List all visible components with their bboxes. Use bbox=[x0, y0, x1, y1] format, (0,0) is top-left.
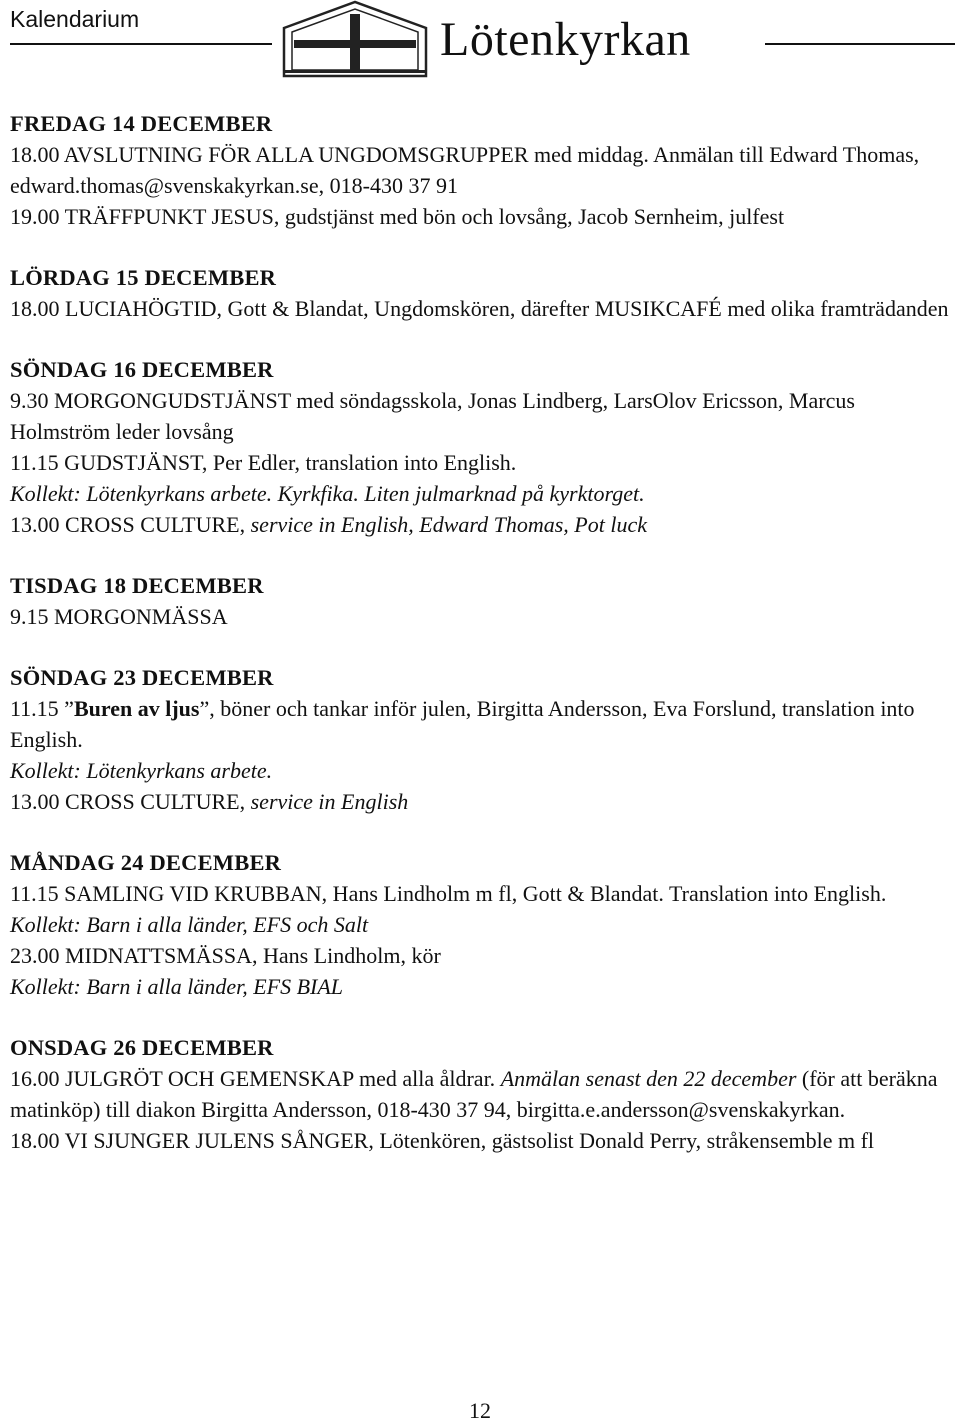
event-entry bbox=[10, 601, 950, 632]
event-text: 11.15 SAMLING VID KRUBBAN, Hans Lindholm m fl, Gott & Blandat. Translation into English. bbox=[10, 881, 887, 906]
event-text: Kollekt: Barn i alla länder, EFS och Salt bbox=[10, 912, 369, 937]
page-title: Lötenkyrkan bbox=[440, 13, 691, 66]
event-entry bbox=[10, 1063, 950, 1125]
day-heading: FREDAG 14 DECEMBER bbox=[10, 111, 273, 136]
event-text: 9.30 MORGONGUDSTJÄNST med söndagsskola, Jonas Lindberg, LarsOlov Ericsson, Marcus Holmström leder lovsång bbox=[10, 388, 855, 444]
calendar-list bbox=[10, 108, 950, 1156]
calendar-day bbox=[10, 1032, 950, 1156]
calendar-day bbox=[10, 262, 950, 324]
calendar-day bbox=[10, 847, 950, 1002]
day-heading: SÖNDAG 16 DECEMBER bbox=[10, 357, 274, 382]
event-text: 16.00 JULGRÖT OCH GEMENSKAP med alla åldrar. bbox=[10, 1066, 501, 1091]
event-text: service in English bbox=[250, 789, 409, 814]
event-entry bbox=[10, 201, 950, 232]
event-text: 13.00 CROSS CULTURE, bbox=[10, 512, 251, 537]
day-heading: ONSDAG 26 DECEMBER bbox=[10, 1035, 274, 1060]
event-text: 18.00 VI SJUNGER JULENS SÅNGER, Lötenkören, gästsolist Donald Perry, stråkensemble m fl bbox=[10, 1128, 875, 1153]
event-entry bbox=[10, 447, 950, 478]
church-cross-logo-icon bbox=[280, 0, 430, 78]
event-text: ”, böner och tankar inför julen, Birgitta Andersson, Eva Forslund, translation into English. bbox=[10, 696, 915, 752]
page-header bbox=[0, 0, 960, 90]
event-text: 23.00 MIDNATTSMÄSSA, Hans Lindholm, kör bbox=[10, 943, 441, 968]
event-entry bbox=[10, 385, 950, 447]
event-text: Kollekt: Lötenkyrkans arbete. bbox=[10, 758, 273, 783]
event-text: 18.00 AVSLUTNING FÖR ALLA UNGDOMSGRUPPER med middag. Anmälan till Edward Thomas, edward.thomas@svenskakyrkan.se, 018-430 37 91 bbox=[10, 142, 920, 198]
header-rule-right bbox=[765, 43, 955, 45]
event-entry bbox=[10, 509, 950, 540]
event-entry bbox=[10, 478, 950, 509]
event-text: 19.00 TRÄFFPUNKT JESUS, gudstjänst med bön och lovsång, Jacob Sernheim, julfest bbox=[10, 204, 785, 229]
event-text: 11.15 ” bbox=[10, 696, 74, 721]
section-label: Kalendarium bbox=[10, 6, 140, 32]
event-text: 18.00 LUCIAHÖGTID, Gott & Blandat, Ungdomskören, därefter MUSIKCAFÉ med olika framträdanden bbox=[10, 296, 949, 321]
event-text: (för att beräkna matinköp) till diakon Birgitta Andersson, 018-430 37 94, birgitta.e.andersson@svenskakyrkan. bbox=[10, 1066, 938, 1122]
event-entry bbox=[10, 293, 950, 324]
calendar-day bbox=[10, 662, 950, 817]
event-entry bbox=[10, 878, 950, 940]
event-text: Kollekt: Barn i alla länder, EFS BIAL bbox=[10, 974, 344, 999]
day-heading: TISDAG 18 DECEMBER bbox=[10, 573, 264, 598]
event-text: 13.00 CROSS CULTURE, bbox=[10, 789, 251, 814]
calendar-day bbox=[10, 354, 950, 540]
event-entry bbox=[10, 693, 950, 755]
calendar-day bbox=[10, 570, 950, 632]
event-entry bbox=[10, 1125, 950, 1156]
event-text: Kollekt: Lötenkyrkans arbete. Kyrkfika. Liten julmarknad på kyrktorget. bbox=[10, 481, 645, 506]
day-heading: MÅNDAG 24 DECEMBER bbox=[10, 850, 282, 875]
calendar-day bbox=[10, 108, 950, 232]
event-text: Anmälan senast den 22 december bbox=[500, 1066, 797, 1091]
event-entry bbox=[10, 139, 950, 201]
event-entry bbox=[10, 971, 950, 1002]
event-text: 11.15 GUDSTJÄNST, Per Edler, translation into English. bbox=[10, 450, 517, 475]
day-heading: LÖRDAG 15 DECEMBER bbox=[10, 265, 277, 290]
day-heading: SÖNDAG 23 DECEMBER bbox=[10, 665, 274, 690]
event-text: 9.15 MORGONMÄSSA bbox=[10, 604, 228, 629]
header-rule-left bbox=[10, 43, 272, 45]
event-text: Buren av ljus bbox=[73, 696, 200, 721]
event-text: service in English, Edward Thomas, Pot luck bbox=[250, 512, 647, 537]
page-number: 12 bbox=[469, 1398, 491, 1423]
event-entry bbox=[10, 755, 950, 786]
event-entry bbox=[10, 940, 950, 971]
event-entry bbox=[10, 786, 950, 817]
